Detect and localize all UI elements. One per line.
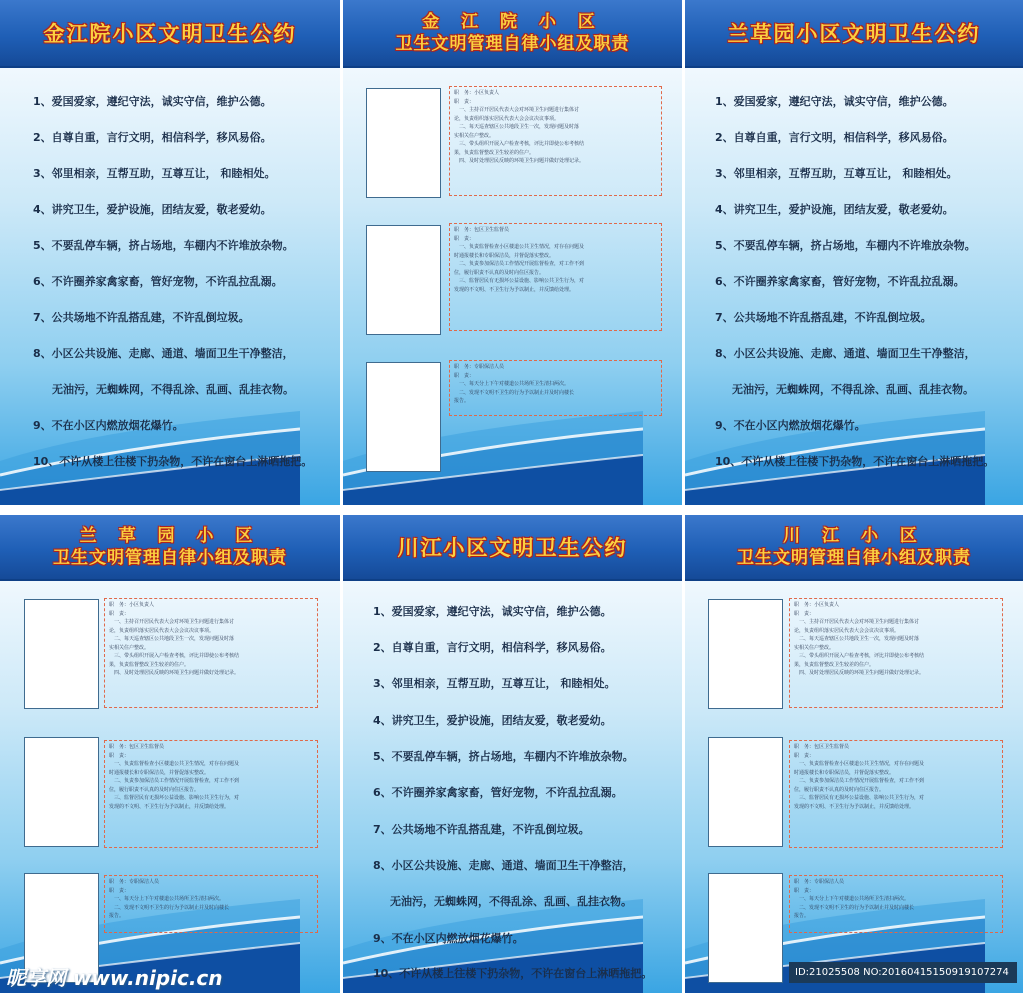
duty-line: 职 务：专职保洁人员: [794, 879, 845, 885]
panel-title-line1: 川 江 小 区: [783, 526, 925, 546]
panel-header: [343, 515, 682, 581]
duty-line: 三、带头组织开展入户检查考核，评比并即使公布考核结: [109, 653, 240, 659]
duty-line: 职 责：: [109, 752, 130, 759]
rule-item: 5、不要乱停车辆，挤占场地，车棚内不许堆放杂物。: [33, 239, 294, 252]
image-id-label: ID:21025508 NO:20160415150919107274: [789, 962, 1017, 983]
duty-line: 二、负责参加保洁员工作情况开展监督检查，对工作不到: [454, 261, 585, 267]
duty-line: 时通报楼长和专职保洁员，并督促落实整改。: [109, 769, 210, 776]
duty-line: 职 责：: [454, 372, 475, 379]
rule-item: 5、不要乱停车辆，挤占场地，车棚内不许堆放杂物。: [715, 239, 976, 252]
rule-item: 7、公共场地不许乱搭乱建，不许乱倒垃圾。: [715, 311, 932, 324]
duty-line: 一、主持召开居民代表大会对环境卫生问题进行集体讨: [109, 619, 235, 625]
duty-line: 职 务：小区负责人: [794, 602, 840, 608]
rule-item: 2、自尊自重，言行文明，相信科学，移风易俗。: [373, 641, 612, 654]
rule-item: 8、小区公共设施、走廊、通道、墙面卫生干净整洁，: [715, 347, 976, 360]
duty-line: 职 责：: [109, 610, 130, 617]
rule-item: 10、不许从楼上往楼下扔杂物，不许在窗台上淋晒拖把。: [373, 967, 653, 980]
panel-title-line1: 金 江 院 小 区: [422, 12, 603, 32]
duty-line: 二、每天巡查辖区公共地段卫生一次，发现问题及时落: [794, 636, 920, 642]
duty-box-leader: [789, 598, 1003, 708]
rule-item: 2、自尊自重，言行文明，相信科学，移风易俗。: [715, 131, 954, 144]
rule-item: 1、爱国爱家，遵纪守法，诚实守信，维护公德。: [715, 95, 954, 108]
rule-item: 8、小区公共设施、走廊、通道、墙面卫生干净整洁，: [373, 859, 634, 872]
duty-line: 职 责：: [794, 887, 815, 894]
duty-line: 一、每天分上下午对楼道公共场所卫生清扫两次。: [794, 896, 910, 902]
rule-item: 9、不在小区内燃放烟花爆竹。: [715, 419, 866, 432]
duty-line: 四、及时处理居民反映的环境卫生问题并做好处理记录。: [794, 670, 925, 676]
duty-line: 一、负责监督检查小区楼道公共卫生情况，对存在问题及: [794, 761, 925, 767]
rule-item: 1、爱国爱家，遵纪守法，诚实守信，维护公德。: [373, 605, 612, 618]
duty-line: 职 务：专职保洁人员: [454, 364, 505, 370]
rule-item: 4、讲究卫生，爱护设施，团结友爱，敬老爱幼。: [715, 203, 954, 216]
rule-item: 7、公共场地不许乱搭乱建，不许乱倒垃圾。: [373, 823, 590, 836]
duty-line: 位，履行职责不认真的及时向住区报告。: [454, 269, 545, 276]
panel-chuanjiang-rules: [343, 515, 682, 993]
duty-line: 职 务：小区负责人: [454, 90, 500, 96]
rule-item: 1、爱国爱家，遵纪守法，诚实守信，维护公德。: [33, 95, 272, 108]
panel-header: [343, 0, 682, 68]
duty-box-cleaner: [104, 875, 318, 933]
rule-item: 7、公共场地不许乱搭乱建，不许乱倒垃圾。: [33, 311, 250, 324]
duty-box-supervisor: [789, 740, 1003, 848]
panel-header: [685, 0, 1023, 68]
rule-item: 3、邻里相亲，互帮互助，互尊互让， 和睦相处。: [373, 677, 616, 690]
duty-line: 报告。: [109, 913, 125, 919]
photo-placeholder: [708, 873, 783, 983]
duty-line: 位，履行职责不认真的及时向住区报告。: [794, 786, 885, 793]
duty-box-supervisor: [449, 223, 662, 331]
duty-line: 职 务：专职保洁人员: [109, 879, 160, 885]
panel-lancaoyuan-duties: [0, 515, 340, 993]
duty-line: 职 责：: [794, 610, 815, 617]
duty-line: 二、每天巡查辖区公共地段卫生一次，发现问题及时落: [454, 124, 580, 130]
duty-box-leader: [449, 86, 662, 196]
photo-placeholder: [708, 599, 783, 709]
rule-item: 3、邻里相亲，互帮互助，互尊互让， 和睦相处。: [33, 167, 276, 180]
panel-lancaoyuan-rules: [685, 0, 1023, 505]
duty-line: 职 务：小区负责人: [109, 602, 155, 608]
duty-line: 一、负责监督检查小区楼道公共卫生情况，对存在问题及: [454, 244, 585, 250]
duty-line: 三、带头组织开展入户检查考核，评比并即使公布考核结: [454, 141, 585, 147]
panel-chuanjiang-duties: [685, 515, 1023, 993]
duty-box-leader: [104, 598, 318, 708]
rule-item: 4、讲究卫生，爱护设施，团结友爱，敬老爱幼。: [33, 203, 272, 216]
panel-title: 金江院小区文明卫生公约: [43, 22, 297, 46]
duty-line: 职 务：包区卫生监督员: [794, 744, 850, 750]
rule-item: 10、不许从楼上往楼下扔杂物，不许在窗台上淋晒拖把。: [33, 455, 313, 468]
wave-decoration: [685, 395, 985, 505]
panel-title-line2: 卫生文明管理自律小组及职责: [737, 548, 971, 568]
panel-title: 兰草园小区文明卫生公约: [727, 22, 981, 46]
duty-line: 二、发现不文明不卫生的行为予以制止并及时向楼长: [109, 904, 230, 911]
rule-item: 2、自尊自重，言行文明，相信科学，移风易俗。: [33, 131, 272, 144]
duty-box-supervisor: [104, 740, 318, 848]
rule-item: 4、讲究卫生，爱护设施，团结友爱，敬老爱幼。: [373, 714, 612, 727]
duty-line: 职 责：: [454, 235, 475, 242]
panel-title-line2: 卫生文明管理自律小组及职责: [53, 548, 287, 568]
duty-line: 职 责：: [794, 752, 815, 759]
duty-line: 报告。: [454, 398, 470, 404]
duty-line: 二、负责参加保洁员工作情况开展监督检查，对工作不到: [109, 778, 240, 784]
panel-title-line1: 兰 草 园 小 区: [79, 526, 261, 546]
photo-placeholder: [366, 88, 441, 198]
panel-title: 川江小区文明卫生公约: [397, 536, 628, 560]
duty-line: 论，负责组织落实居民代表大会会议决议事项。: [109, 627, 215, 634]
rule-item: 10、不许从楼上往楼下扔杂物，不许在窗台上淋晒拖把。: [715, 455, 995, 468]
duty-line: 果，负责监督整改卫生较差的住户。: [794, 661, 875, 668]
duty-line: 一、每天分上下午对楼道公共场所卫生清扫两次。: [109, 896, 225, 902]
duty-line: 位，履行职责不认真的及时向住区报告。: [109, 786, 200, 793]
duty-line: 果，负责监督整改卫生较差的住户。: [109, 661, 190, 668]
duty-line: 论，负责组织落实居民代表大会会议决议事项。: [794, 627, 900, 634]
photo-placeholder: [366, 362, 441, 472]
duty-line: 实相关住户整改。: [794, 644, 835, 651]
duty-line: 三、监督居民有无损坏公益设施、影响公共卫生行为，对: [109, 795, 240, 801]
rule-item: 9、不在小区内燃放烟花爆竹。: [33, 419, 184, 432]
panel-header: [685, 515, 1023, 581]
duty-box-cleaner: [789, 875, 1003, 933]
rule-item: 5、不要乱停车辆，挤占场地，车棚内不许堆放杂物。: [373, 750, 634, 763]
rule-item: 无油污，无蜘蛛网，不得乱涂、乱画、乱挂衣物。: [390, 895, 632, 908]
wave-decoration: [0, 395, 300, 505]
duty-line: 二、发现不文明不卫生的行为予以制止并及时向楼长: [794, 904, 915, 911]
panel-jinjiangyuan-rules: [0, 0, 340, 505]
duty-line: 报告。: [794, 913, 810, 919]
rule-item: 8、小区公共设施、走廊、通道、墙面卫生干净整洁，: [33, 347, 294, 360]
duty-line: 一、每天分上下午对楼道公共场所卫生清扫两次。: [454, 381, 570, 387]
duty-line: 发现的不文明、不卫生行为予以制止，并反馈给处理。: [109, 803, 230, 810]
rule-item: 无油污，无蜘蛛网，不得乱涂、乱画、乱挂衣物。: [732, 383, 974, 396]
duty-line: 二、发现不文明不卫生的行为予以制止并及时向楼长: [454, 389, 575, 396]
duty-line: 时通报楼长和专职保洁员，并督促落实整改。: [454, 252, 555, 259]
rule-item: 6、不许圈养家禽家畜，管好宠物，不许乱拉乱溺。: [715, 275, 965, 288]
panel-jinjiangyuan-duties: [343, 0, 682, 505]
duty-line: 四、及时处理居民反映的环境卫生问题并做好处理记录。: [109, 670, 240, 676]
rule-item: 6、不许圈养家禽家畜，管好宠物，不许乱拉乱溺。: [373, 786, 623, 799]
duty-line: 四、及时处理居民反映的环境卫生问题并做好处理记录。: [454, 158, 585, 164]
duty-line: 时通报楼长和专职保洁员，并督促落实整改。: [794, 769, 895, 776]
panel-title-line2: 卫生文明管理自律小组及职责: [395, 34, 630, 54]
duty-line: 实相关住户整改。: [454, 132, 495, 139]
duty-line: 职 责：: [109, 887, 130, 894]
duty-line: 一、负责监督检查小区楼道公共卫生情况，对存在问题及: [109, 761, 240, 767]
rule-item: 6、不许圈养家禽家畜，管好宠物，不许乱拉乱溺。: [33, 275, 283, 288]
duty-line: 三、带头组织开展入户检查考核，评比并即使公布考核结: [794, 653, 925, 659]
photo-placeholder: [366, 225, 441, 335]
duty-line: 三、监督居民有无损坏公益设施、影响公共卫生行为，对: [454, 278, 585, 284]
panel-header: [0, 515, 340, 581]
duty-line: 发现的不文明、不卫生行为予以制止，并反馈给处理。: [794, 803, 915, 810]
photo-placeholder: [708, 737, 783, 847]
duty-line: 一、主持召开居民代表大会对环境卫生问题进行集体讨: [794, 619, 920, 625]
panel-header: [0, 0, 340, 68]
site-watermark: 昵享网 www.nipic.cn: [6, 966, 223, 990]
duty-line: 二、负责参加保洁员工作情况开展监督检查，对工作不到: [794, 778, 925, 784]
photo-placeholder: [24, 599, 99, 709]
duty-line: 一、主持召开居民代表大会对环境卫生问题进行集体讨: [454, 107, 580, 113]
photo-placeholder: [24, 737, 99, 847]
duty-line: 职 务：包区卫生监督员: [454, 227, 510, 233]
duty-line: 职 务：包区卫生监督员: [109, 744, 165, 750]
rule-item: 9、不在小区内燃放烟花爆竹。: [373, 932, 524, 945]
rule-item: 3、邻里相亲，互帮互助，互尊互让， 和睦相处。: [715, 167, 958, 180]
duty-line: 职 责：: [454, 98, 475, 105]
duty-line: 论，负责组织落实居民代表大会会议决议事项。: [454, 115, 560, 122]
duty-box-cleaner: [449, 360, 662, 416]
rule-item: 无油污，无蜘蛛网，不得乱涂、乱画、乱挂衣物。: [52, 383, 294, 396]
duty-line: 三、监督居民有无损坏公益设施、影响公共卫生行为，对: [794, 795, 925, 801]
duty-line: 发现的不文明、不卫生行为予以制止，并反馈给处理。: [454, 286, 575, 293]
duty-line: 实相关住户整改。: [109, 644, 150, 651]
duty-line: 二、每天巡查辖区公共地段卫生一次，发现问题及时落: [109, 636, 235, 642]
duty-line: 果，负责监督整改卫生较差的住户。: [454, 149, 535, 156]
